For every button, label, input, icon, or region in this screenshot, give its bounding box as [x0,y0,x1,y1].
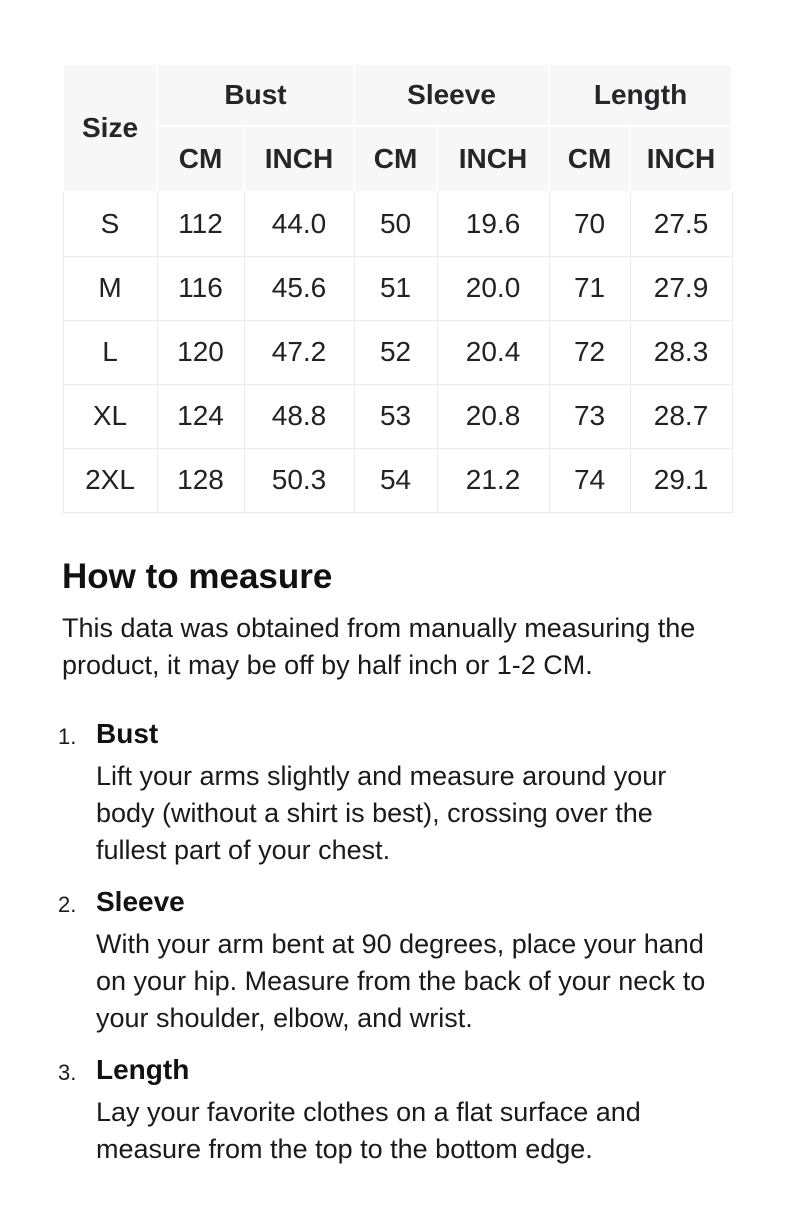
measurement-cell: 72 [549,320,630,384]
list-item-length [58,1053,740,1168]
list-item-body [96,885,740,1037]
measurement-cell: 116 [157,256,244,320]
table-row-xl [63,384,732,448]
step-description-sleeve: With your arm bent at 90 degrees, place your hand on your hip. Measure from the back of your neck to your shoulder, elbow, and wrist. [96,928,706,1033]
measurement-cell: 53 [354,384,437,448]
bust-group-header: Bust [157,64,354,126]
measurement-cell: 71 [549,256,630,320]
table-row-2xl [63,448,732,512]
measurement-cell: 52 [354,320,437,384]
measurement-cell: 20.4 [437,320,549,384]
step-title-sleeve: Sleeve [96,885,185,917]
step-title-bust: Bust [96,717,159,749]
unit-header: CM [549,126,630,192]
measurement-cell: 73 [549,384,630,448]
list-item-bust [58,717,740,869]
measurement-cell: 70 [549,192,630,256]
size-cell: 2XL [63,448,157,512]
measurement-cell: 28.3 [630,320,732,384]
measurement-cell: 21.2 [437,448,549,512]
how-to-measure-heading: How to measure [62,556,333,596]
unit-header: INCH [437,126,549,192]
measurement-cell: 20.8 [437,384,549,448]
measurement-cell: 27.5 [630,192,732,256]
measurement-cell: 45.6 [244,256,354,320]
size-column-header: Size [63,64,157,192]
measurement-cell: 20.0 [437,256,549,320]
list-item-body [96,1053,740,1168]
measurement-cell: 128 [157,448,244,512]
sleeve-group-header: Sleeve [354,64,549,126]
measurement-cell: 51 [354,256,437,320]
measurement-cell: 54 [354,448,437,512]
measurement-cell: 28.7 [630,384,732,448]
measurement-cell: 29.1 [630,448,732,512]
measurement-cell: 120 [157,320,244,384]
measurement-cell: 50 [354,192,437,256]
size-cell: L [63,320,157,384]
measurement-cell: 112 [157,192,244,256]
measurement-cell: 44.0 [244,192,354,256]
measurement-cell: 47.2 [244,320,354,384]
step-title-length: Length [96,1053,190,1085]
size-chart-table [62,63,733,513]
unit-header: INCH [630,126,732,192]
list-item-sleeve [58,885,740,1037]
table-row-s [63,192,732,256]
size-cell: XL [63,384,157,448]
table-row-m [63,256,732,320]
table-header-row-units [63,126,732,192]
unit-header: CM [157,126,244,192]
measurement-cell: 19.6 [437,192,549,256]
list-number: 3. [58,1059,77,1085]
measure-steps-list [58,717,740,1168]
measurement-cell: 124 [157,384,244,448]
size-cell: M [63,256,157,320]
measurement-cell: 48.8 [244,384,354,448]
measurement-cell: 50.3 [244,448,354,512]
step-description-length: Lay your favorite clothes on a flat surface and measure from the top to the bottom edge. [96,1096,641,1164]
measurement-cell: 27.9 [630,256,732,320]
table-header-row-groups [63,64,732,126]
unit-header: INCH [244,126,354,192]
length-group-header: Length [549,64,732,126]
table-row-l [63,320,732,384]
measurement-cell: 74 [549,448,630,512]
list-item-body [96,717,740,869]
list-number: 2. [58,891,77,917]
list-number: 1. [58,723,77,749]
step-description-bust: Lift your arms slightly and measure around your body (without a shirt is best), crossing over the fullest part of your chest. [96,760,667,865]
unit-header: CM [354,126,437,192]
size-cell: S [63,192,157,256]
measure-disclaimer-text: This data was obtained from manually measuring the product, it may be off by half inch or 1-2 CM. [62,612,696,680]
